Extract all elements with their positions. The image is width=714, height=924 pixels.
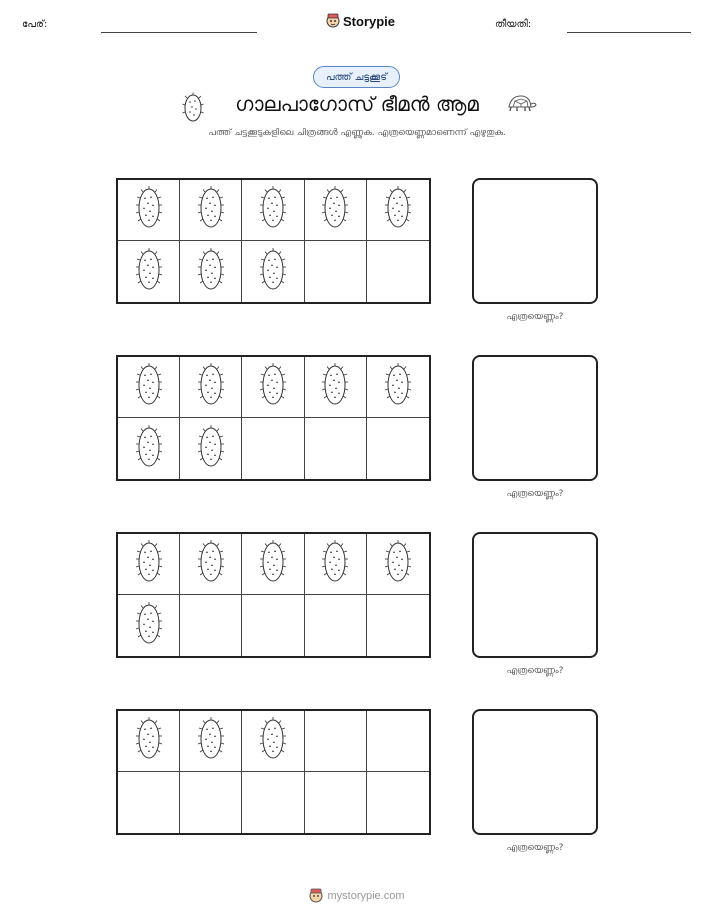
cactus-pad-icon: [196, 247, 226, 297]
ten-frame-cell: [367, 418, 429, 479]
how-many-label: എത്രയെണ്ണം?: [506, 843, 564, 853]
ten-frame-cell: [367, 595, 429, 656]
ten-frame-cell: [305, 534, 367, 595]
page-title: ഗാലപാഗോസ് ഭീമൻ ആമ: [235, 92, 479, 116]
name-field[interactable]: [101, 32, 257, 33]
cactus-pad-icon: [258, 539, 288, 589]
ten-frame-cell: [180, 534, 242, 595]
ten-frame-cell: [367, 711, 429, 772]
footer: [0, 888, 714, 904]
ten-frame-cell: [180, 711, 242, 772]
ten-frame-cell: [242, 595, 304, 656]
cactus-pad-icon: [258, 185, 288, 235]
cactus-pad-icon: [258, 362, 288, 412]
cactus-pad-icon: [383, 362, 413, 412]
ten-frame-cell: [180, 772, 242, 833]
cactus-pad-icon: [134, 424, 164, 474]
instructions: പത്ത് ചട്ടക്കൂടുകളിലെ ചിത്രങ്ങൾ എണ്ണുക. എത്രയെണ്ണമാണെന്ന് എഴുതുക.: [208, 128, 506, 138]
ten-frame: [116, 355, 431, 481]
ten-frame: [116, 532, 431, 658]
ten-frame-cell: [305, 772, 367, 833]
cactus-pad-icon: [196, 539, 226, 589]
ten-frame-cell: [242, 711, 304, 772]
ten-frame-cell: [242, 180, 304, 241]
ten-frame-cell: [367, 241, 429, 302]
ten-frame-cell: [242, 241, 304, 302]
storypie-logo-icon: [309, 888, 323, 904]
cactus-pad-icon: [196, 716, 226, 766]
ten-frame-cell: [367, 772, 429, 833]
ten-frame-cell: [180, 357, 242, 418]
how-many-label: എത്രയെണ്ണം?: [506, 666, 564, 676]
ten-frame-cell: [180, 180, 242, 241]
cactus-pad-icon: [258, 716, 288, 766]
footer-url: mystorypie.com: [327, 890, 405, 902]
answer-box[interactable]: [472, 355, 598, 481]
ten-frame-cell: [118, 418, 180, 479]
topic-badge: പത്ത് ചട്ടക്കൂട്: [313, 66, 400, 88]
cactus-pad-icon: [196, 362, 226, 412]
answer-box[interactable]: [472, 709, 598, 835]
ten-frame-cell: [305, 180, 367, 241]
ten-frame-cell: [118, 241, 180, 302]
how-many-label: എത്രയെണ്ണം?: [506, 312, 564, 322]
storypie-logo-icon: [326, 13, 340, 29]
answer-box[interactable]: [472, 178, 598, 304]
ten-frame-cell: [367, 357, 429, 418]
tortoise-icon: [503, 92, 537, 118]
ten-frame-cell: [305, 357, 367, 418]
ten-frame-cell: [242, 418, 304, 479]
ten-frame-cell: [242, 772, 304, 833]
ten-frame-cell: [180, 418, 242, 479]
cactus-pad-icon: [258, 247, 288, 297]
ten-frame-cell: [118, 534, 180, 595]
ten-frame-cell: [305, 711, 367, 772]
date-field[interactable]: [567, 32, 691, 33]
ten-frame-cell: [180, 595, 242, 656]
cactus-pad-icon: [320, 185, 350, 235]
ten-frame-cell: [367, 180, 429, 241]
date-label: തീയതി:: [495, 19, 532, 30]
ten-frame: [116, 178, 431, 304]
ten-frame-cell: [118, 357, 180, 418]
storypie-logo: [326, 13, 395, 29]
cactus-pad-icon: [383, 539, 413, 589]
cactus-pad-icon: [320, 362, 350, 412]
cactus-pad-icon: [134, 362, 164, 412]
cactus-pad-icon: [383, 185, 413, 235]
ten-frame-cell: [118, 595, 180, 656]
cactus-pad-icon: [134, 601, 164, 651]
cactus-pad-icon: [196, 185, 226, 235]
ten-frame-cell: [305, 595, 367, 656]
ten-frame-cell: [242, 534, 304, 595]
brand-name: Storypie: [343, 13, 396, 29]
how-many-label: എത്രയെണ്ണം?: [506, 489, 564, 499]
cactus-pad-icon: [134, 185, 164, 235]
ten-frame: [116, 709, 431, 835]
ten-frame-cell: [242, 357, 304, 418]
cactus-pad-icon: [134, 539, 164, 589]
cactus-pad-icon: [134, 247, 164, 297]
ten-frame-cell: [180, 241, 242, 302]
ten-frame-cell: [118, 711, 180, 772]
cactus-pad-icon: [196, 424, 226, 474]
answer-box[interactable]: [472, 532, 598, 658]
ten-frame-cell: [367, 534, 429, 595]
cactus-pad-icon: [320, 539, 350, 589]
cactus-pad-icon: [134, 716, 164, 766]
ten-frame-cell: [118, 180, 180, 241]
ten-frame-cell: [305, 418, 367, 479]
ten-frame-cell: [305, 241, 367, 302]
ten-frame-cell: [118, 772, 180, 833]
name-label: പേര്:: [22, 19, 48, 30]
